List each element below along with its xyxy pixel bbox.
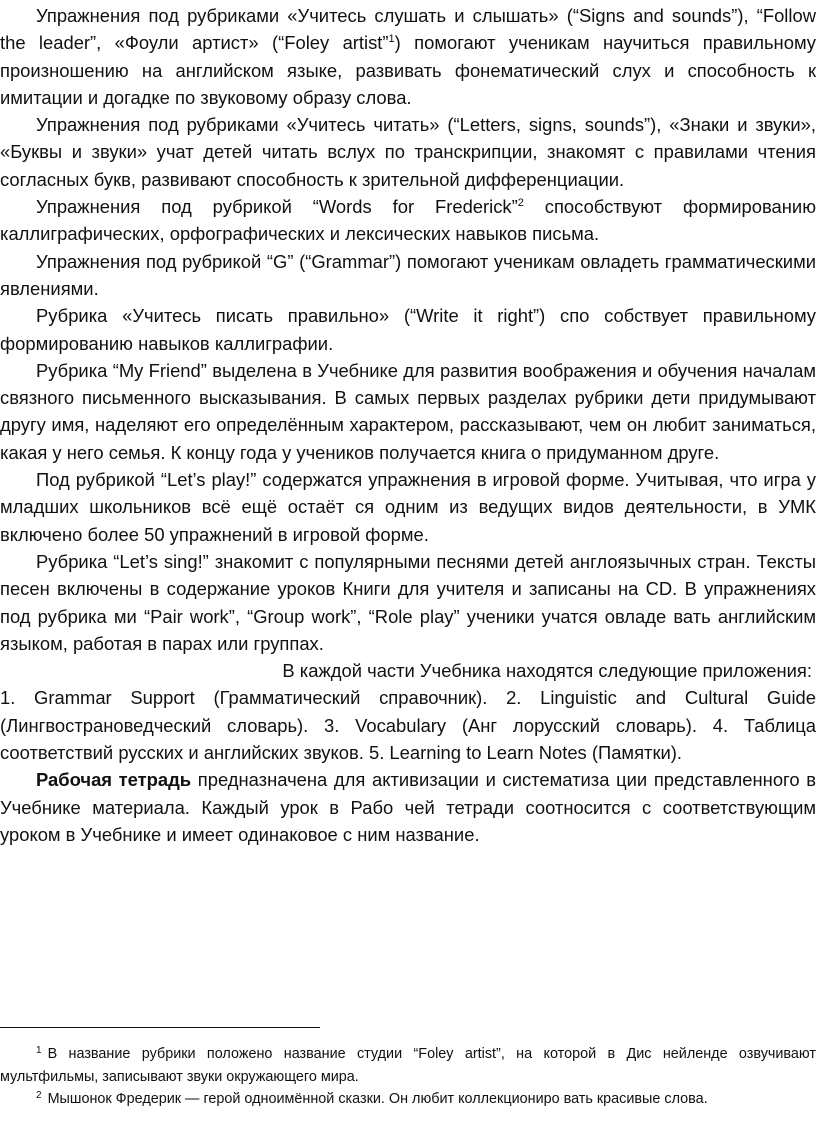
paragraph-write-it-right: Рубрика «Учитесь писать правильно» (“Write it right”) спо собствует правильному формированию навыков каллиграфии. — [0, 305, 816, 354]
footnote-ref-1: 1 — [388, 33, 395, 46]
footnote-mark-1: 1 — [36, 1045, 42, 1056]
paragraph-text: Упражнения под рубриками «Учитесь слушать и слышать» (“Signs and sounds”), “Follow the leader”, «Фоули артист» (“Foley artist” — [0, 5, 816, 54]
footnote-mark-2: 2 — [36, 1090, 42, 1101]
paragraph-text: Упражнения под рубрикой “Words for Frederick” — [36, 196, 518, 218]
footnote-divider — [0, 1027, 320, 1028]
paragraph-text: ) помогают ученикам научиться правильному произношению на английском языке, развивать фонематический слух и способность к имитации и догадке по звуковому образу слова. — [0, 32, 816, 108]
paragraph-appendices-list: 1. Grammar Support (Грамматический справочник). 2. Linguistic and Cultural Guide (Лингвострановедческий словарь). 3. Vocabulary (Анг лорусский словарь). 4. Таблица соответствий русских и английских звуков. 5. Learning to Learn Notes (Памятки). — [0, 687, 816, 764]
paragraph-workbook — [0, 766, 816, 848]
main-text — [0, 2, 816, 848]
footnote-ref-2: 2 — [517, 197, 524, 210]
paragraph-listening-exercises — [0, 2, 816, 111]
paragraph-appendices-intro: В каждой части Учебника находятся следующие приложения: — [282, 660, 812, 682]
paragraph-words-for-frederick — [0, 193, 816, 248]
workbook-term: Рабочая тетрадь — [36, 769, 192, 791]
paragraph-lets-play: Под рубрикой “Let’s play!” содержатся упражнения в игровой форме. Учитывая, что игра у младших школьников всё ещё остаёт ся одним из ведущих видов деятельности, в УМК включено более 50 упражнений в игровой форме. — [0, 469, 816, 545]
footnote-2 — [0, 1088, 816, 1111]
paragraph-text: способствуют формированию каллиграфических, орфографических и лексических навыков письма. — [0, 196, 816, 245]
footnotes — [0, 1043, 816, 1111]
paragraph-reading-exercises: Упражнения под рубриками «Учитесь читать» (“Letters, signs, sounds”), «Знаки и звуки», «Буквы и звуки» учат детей читать вслух по транскрипции, знакомят с правилами чтения согласных букв, развивают способность к зрительной дифференциации. — [0, 114, 816, 190]
paragraph-grammar: Упражнения под рубрикой “G” (“Grammar”) помогают ученикам овладеть грамматическими явлениями. — [0, 250, 816, 299]
paragraph-lets-sing: Рубрика “Let’s sing!” знакомит с популярными песнями детей англоязычных стран. Тексты песен включены в содержание уроков Книги для учителя и записаны на CD. В упражнениях под рубрика ми “Pair work”, “Group work”, “Role play” ученики учатся овладе вать английским языком, работая в парах или группах. — [0, 550, 816, 654]
footnote-text: В название рубрики положено название студии “Foley artist”, на которой в Дис нейленде озвучивают мультфильмы, записывают звуки окружающего мира. — [0, 1046, 816, 1085]
footnote-text: Мышонок Фредерик — герой одноимённой сказки. Он любит коллекциониро вать красивые слова. — [47, 1091, 708, 1107]
paragraph-my-friend: Рубрика “My Friend” выделена в Учебнике для развития воображения и обучения началам связного письменного высказывания. В самых первых разделах рубрики дети придумывают другу имя, наделяют его определённым характером, рассказывают, чем он любит заниматься, какая у него семья. К концу года у учеников получается книга о придуманном друге. — [0, 359, 816, 463]
paragraph-text: предназначена для активизации и систематиза ции представленного в Учебнике материала. Каждый урок в Рабо чей тетради соотносится с соответствующим уроком в Учебнике и имеет одинаковое с ним название. — [0, 769, 816, 845]
footnote-1 — [0, 1043, 816, 1088]
